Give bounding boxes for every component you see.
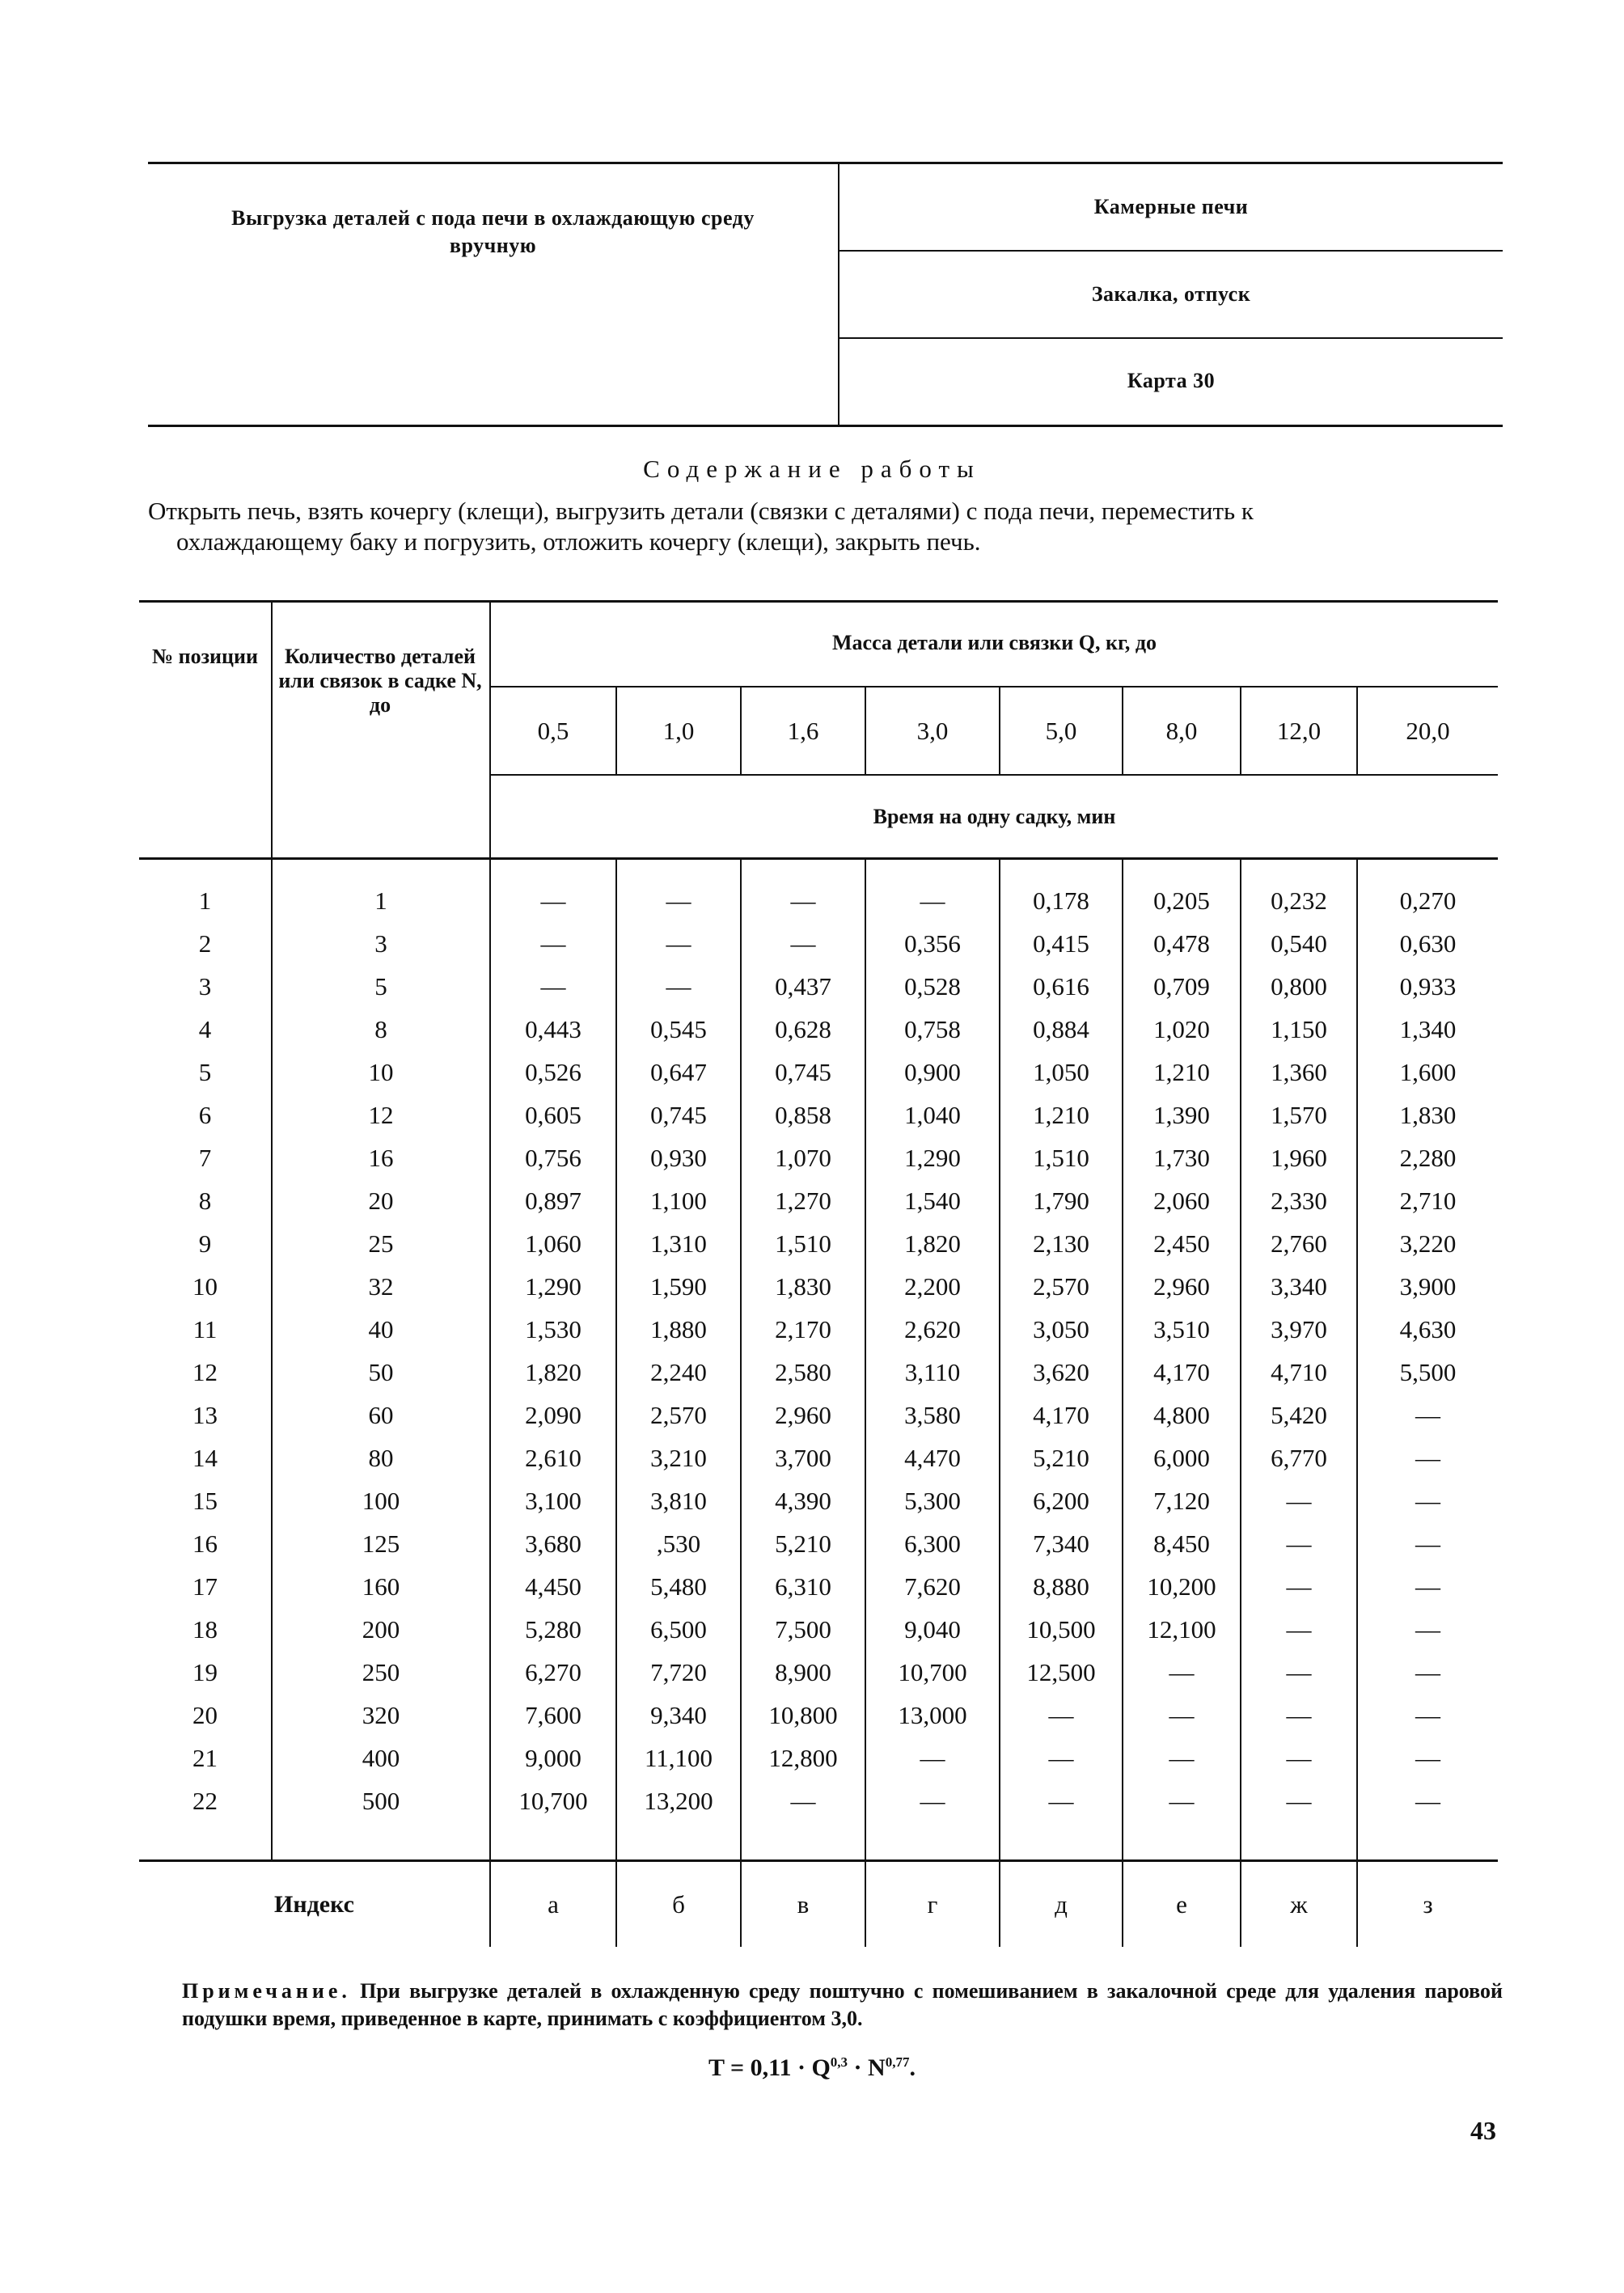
row-quantity: 80 bbox=[368, 1443, 394, 1472]
time-value: 12,500 bbox=[1026, 1657, 1096, 1686]
time-value: 3,050 bbox=[1033, 1314, 1089, 1343]
time-value: 1,340 bbox=[1399, 1014, 1457, 1043]
row-quantity: 32 bbox=[368, 1271, 394, 1301]
time-value: 8,880 bbox=[1033, 1572, 1089, 1601]
time-value: — bbox=[1415, 1657, 1440, 1686]
time-value: 7,500 bbox=[775, 1614, 831, 1644]
formula-q-exponent: 0,3 bbox=[830, 2054, 848, 2070]
time-value: 1,530 bbox=[525, 1314, 582, 1343]
time-value: — bbox=[1286, 1700, 1312, 1729]
time-value: 5,210 bbox=[1033, 1443, 1089, 1472]
time-value: 2,960 bbox=[1153, 1271, 1210, 1301]
index-value: ж bbox=[1290, 1889, 1308, 1919]
time-value: 2,090 bbox=[525, 1400, 582, 1429]
mass-value: 1,6 bbox=[787, 716, 819, 745]
time-value: 13,200 bbox=[644, 1786, 713, 1815]
time-value: 1,570 bbox=[1271, 1100, 1327, 1129]
row-quantity: 125 bbox=[362, 1529, 400, 1558]
time-value: — bbox=[1415, 1700, 1440, 1729]
col-quantity-header: Количество деталей или связок в садке N, до bbox=[278, 645, 482, 717]
time-value: 7,340 bbox=[1033, 1529, 1089, 1558]
time-value: — bbox=[1286, 1486, 1312, 1515]
time-value: 3,210 bbox=[650, 1443, 707, 1472]
time-value: 6,000 bbox=[1153, 1443, 1210, 1472]
formula bbox=[0, 2054, 1624, 2082]
row-position: 7 bbox=[198, 1143, 212, 1172]
time-header: Время на одну садку, мин bbox=[873, 804, 1116, 828]
time-value: 0,897 bbox=[525, 1186, 582, 1215]
time-value: — bbox=[1169, 1786, 1195, 1815]
time-value: 0,415 bbox=[1033, 929, 1089, 958]
time-value: 8,900 bbox=[775, 1657, 831, 1686]
time-value: 7,720 bbox=[650, 1657, 707, 1686]
row-quantity: 1 bbox=[374, 886, 387, 915]
time-value: 0,605 bbox=[525, 1100, 582, 1129]
row-quantity: 5 bbox=[374, 971, 387, 1001]
time-value: 1,790 bbox=[1033, 1186, 1089, 1215]
time-value: 1,730 bbox=[1153, 1143, 1210, 1172]
time-value: 0,745 bbox=[650, 1100, 707, 1129]
time-value: 5,480 bbox=[650, 1572, 707, 1601]
time-value: 0,232 bbox=[1271, 886, 1327, 915]
time-value: 3,900 bbox=[1399, 1271, 1457, 1301]
time-value: — bbox=[1286, 1657, 1312, 1686]
col-position-header: № позиции bbox=[152, 645, 258, 668]
time-value: 12,800 bbox=[768, 1743, 838, 1772]
time-value: 0,178 bbox=[1033, 886, 1089, 915]
row-quantity: 16 bbox=[368, 1143, 394, 1172]
time-value: 2,580 bbox=[775, 1357, 831, 1386]
mass-header: Масса детали или связки Q, кг, до bbox=[831, 631, 1157, 654]
norms-table bbox=[139, 600, 1498, 1959]
index-value: в bbox=[797, 1889, 810, 1919]
time-value: 9,040 bbox=[904, 1614, 961, 1644]
time-value: 0,900 bbox=[904, 1057, 961, 1086]
work-description bbox=[148, 496, 1503, 557]
time-value: 6,270 bbox=[525, 1657, 582, 1686]
time-value: 2,760 bbox=[1271, 1229, 1327, 1258]
time-value: 3,810 bbox=[650, 1486, 707, 1515]
row-position: 22 bbox=[192, 1786, 218, 1815]
time-value: — bbox=[1415, 1614, 1440, 1644]
time-value: 0,647 bbox=[650, 1057, 707, 1086]
time-value: — bbox=[790, 929, 816, 958]
time-value: 2,450 bbox=[1153, 1229, 1210, 1258]
time-value: 4,170 bbox=[1033, 1400, 1089, 1429]
work-description-line2: охлаждающему баку и погрузить, отложить кочергу (клещи), закрыть печь. bbox=[176, 527, 981, 556]
row-position: 18 bbox=[192, 1614, 218, 1644]
page-number: 43 bbox=[1470, 2116, 1496, 2145]
time-value: 5,300 bbox=[904, 1486, 961, 1515]
time-value: 0,540 bbox=[1271, 929, 1327, 958]
time-value: 1,360 bbox=[1271, 1057, 1327, 1086]
time-value: 3,110 bbox=[904, 1357, 961, 1386]
time-value: 5,420 bbox=[1271, 1400, 1327, 1429]
time-value: 12,100 bbox=[1147, 1614, 1216, 1644]
row-position: 5 bbox=[198, 1057, 212, 1086]
time-value: 4,450 bbox=[525, 1572, 582, 1601]
time-value: 1,060 bbox=[525, 1229, 582, 1258]
row-position: 17 bbox=[192, 1572, 218, 1601]
time-value: 5,500 bbox=[1399, 1357, 1457, 1386]
time-value: 1,960 bbox=[1271, 1143, 1327, 1172]
time-value: 8,450 bbox=[1153, 1529, 1210, 1558]
time-value: 0,930 bbox=[650, 1143, 707, 1172]
time-value: 0,630 bbox=[1399, 929, 1457, 958]
time-value: 1,150 bbox=[1271, 1014, 1327, 1043]
time-value: 5,280 bbox=[525, 1614, 582, 1644]
row-quantity: 400 bbox=[362, 1743, 400, 1772]
header-bottom-rule bbox=[139, 857, 1498, 860]
card-title-line1: Выгрузка деталей с пода печи в охлаждающую среду bbox=[231, 206, 755, 230]
row-position: 16 bbox=[192, 1529, 218, 1558]
index-value: з bbox=[1423, 1889, 1433, 1919]
time-value: 7,600 bbox=[525, 1700, 582, 1729]
row-position: 1 bbox=[198, 886, 212, 915]
row-position: 19 bbox=[192, 1657, 218, 1686]
time-value: 2,280 bbox=[1399, 1143, 1457, 1172]
work-description-line1: Открыть печь, взять кочергу (клещи), выгрузить детали (связки с деталями) с пода печи, переместить к bbox=[148, 497, 1254, 525]
mass-value: 0,5 bbox=[537, 716, 569, 745]
time-value: 0,443 bbox=[525, 1014, 582, 1043]
row-quantity: 200 bbox=[362, 1614, 400, 1644]
time-value: 4,390 bbox=[775, 1486, 831, 1515]
time-value: — bbox=[790, 886, 816, 915]
row-position: 2 bbox=[198, 929, 212, 958]
time-value: 3,220 bbox=[1399, 1229, 1457, 1258]
time-value: 3,510 bbox=[1153, 1314, 1210, 1343]
time-value: 0,800 bbox=[1271, 971, 1327, 1001]
time-value: 0,933 bbox=[1399, 971, 1457, 1001]
time-value: — bbox=[920, 1786, 945, 1815]
row-quantity: 12 bbox=[368, 1100, 394, 1129]
index-value: б bbox=[672, 1889, 685, 1919]
time-value: 0,745 bbox=[775, 1057, 831, 1086]
time-value: 1,040 bbox=[904, 1100, 961, 1129]
time-value: 2,960 bbox=[775, 1400, 831, 1429]
time-value: 6,200 bbox=[1033, 1486, 1089, 1515]
time-value: — bbox=[920, 886, 945, 915]
time-value: — bbox=[540, 929, 566, 958]
index-value: е bbox=[1176, 1889, 1187, 1919]
time-value: 1,540 bbox=[904, 1186, 961, 1215]
row-quantity: 320 bbox=[362, 1700, 400, 1729]
time-value: — bbox=[1048, 1743, 1074, 1772]
time-value: 3,340 bbox=[1271, 1271, 1327, 1301]
time-value: 10,200 bbox=[1147, 1572, 1216, 1601]
time-value: 1,820 bbox=[904, 1229, 961, 1258]
time-value: 0,270 bbox=[1399, 886, 1457, 915]
time-value: 10,700 bbox=[898, 1657, 967, 1686]
row-position: 20 bbox=[192, 1700, 218, 1729]
row-quantity: 10 bbox=[368, 1057, 394, 1086]
time-value: — bbox=[790, 1786, 816, 1815]
row-quantity: 8 bbox=[374, 1014, 387, 1043]
row-quantity: 20 bbox=[368, 1186, 394, 1215]
row-position: 9 bbox=[198, 1229, 212, 1258]
index-value: а bbox=[548, 1889, 559, 1919]
time-value: — bbox=[540, 971, 566, 1001]
row-quantity: 250 bbox=[362, 1657, 400, 1686]
mass-value: 12,0 bbox=[1276, 716, 1322, 745]
time-value: 3,970 bbox=[1271, 1314, 1327, 1343]
time-value: 0,709 bbox=[1153, 971, 1210, 1001]
row-quantity: 25 bbox=[368, 1229, 394, 1258]
time-value: 0,756 bbox=[525, 1143, 582, 1172]
time-value: — bbox=[1415, 1572, 1440, 1601]
time-value: 3,100 bbox=[525, 1486, 582, 1515]
mass-value: 3,0 bbox=[916, 716, 949, 745]
time-value: 1,600 bbox=[1399, 1057, 1457, 1086]
row-position: 21 bbox=[192, 1743, 218, 1772]
time-value: — bbox=[1286, 1614, 1312, 1644]
row-quantity: 40 bbox=[368, 1314, 394, 1343]
row-quantity: 50 bbox=[368, 1357, 394, 1386]
time-value: 0,545 bbox=[650, 1014, 707, 1043]
index-value: г bbox=[927, 1889, 938, 1919]
row-position: 10 bbox=[192, 1271, 218, 1301]
time-value: — bbox=[1286, 1529, 1312, 1558]
time-value: — bbox=[1048, 1786, 1074, 1815]
mass-value: 5,0 bbox=[1045, 716, 1077, 745]
row-position: 6 bbox=[198, 1100, 212, 1129]
time-value: 0,526 bbox=[525, 1057, 582, 1086]
mass-value: 1,0 bbox=[662, 716, 695, 745]
time-value: — bbox=[666, 971, 691, 1001]
time-value: — bbox=[1415, 1443, 1440, 1472]
time-value: 10,700 bbox=[518, 1786, 588, 1815]
row-position: 13 bbox=[192, 1400, 218, 1429]
time-value: 10,500 bbox=[1026, 1614, 1096, 1644]
time-value: 1,830 bbox=[775, 1271, 831, 1301]
time-value: 4,630 bbox=[1399, 1314, 1457, 1343]
note-text: При выгрузке деталей в охлажденную среду поштучно с помешиванием в закалочной среде для удаления паровой подушки время, приведенное в карте, принимать с коэффициентом 3,0. bbox=[182, 1979, 1503, 2030]
time-value: — bbox=[1415, 1529, 1440, 1558]
time-value: 1,070 bbox=[775, 1143, 831, 1172]
time-value: 2,130 bbox=[1033, 1229, 1089, 1258]
note bbox=[182, 1978, 1503, 2033]
index-value: д bbox=[1055, 1889, 1068, 1919]
time-value: 1,590 bbox=[650, 1271, 707, 1301]
time-value: ,530 bbox=[656, 1529, 701, 1558]
time-value: 0,356 bbox=[904, 929, 961, 958]
mass-value: 8,0 bbox=[1165, 716, 1198, 745]
time-value: 2,570 bbox=[650, 1400, 707, 1429]
time-value: 4,800 bbox=[1153, 1400, 1210, 1429]
time-value: — bbox=[1169, 1700, 1195, 1729]
row-quantity: 60 bbox=[368, 1400, 394, 1429]
time-value: 1,290 bbox=[525, 1271, 582, 1301]
time-value: 9,340 bbox=[650, 1700, 707, 1729]
mass-value: 20,0 bbox=[1406, 716, 1450, 745]
furnace-type: Камерные печи bbox=[839, 164, 1503, 252]
time-value: 2,330 bbox=[1271, 1186, 1327, 1215]
time-value: 1,270 bbox=[775, 1186, 831, 1215]
time-value: — bbox=[1169, 1743, 1195, 1772]
time-value: 1,510 bbox=[1033, 1143, 1089, 1172]
time-value: 6,310 bbox=[775, 1572, 831, 1601]
time-value: — bbox=[1048, 1700, 1074, 1729]
time-value: 2,240 bbox=[650, 1357, 707, 1386]
time-value: — bbox=[1415, 1486, 1440, 1515]
time-value: — bbox=[1286, 1572, 1312, 1601]
time-value: 1,100 bbox=[650, 1186, 707, 1215]
time-value: 2,710 bbox=[1399, 1186, 1457, 1215]
time-value: 1,210 bbox=[1153, 1057, 1210, 1086]
row-position: 14 bbox=[192, 1443, 218, 1472]
time-value: — bbox=[1415, 1400, 1440, 1429]
time-value: 2,570 bbox=[1033, 1271, 1089, 1301]
time-value: 2,060 bbox=[1153, 1186, 1210, 1215]
time-value: — bbox=[920, 1743, 945, 1772]
time-value: 1,820 bbox=[525, 1357, 582, 1386]
row-position: 8 bbox=[198, 1186, 212, 1215]
time-value: 0,616 bbox=[1033, 971, 1089, 1001]
row-position: 11 bbox=[192, 1314, 218, 1343]
row-position: 15 bbox=[192, 1486, 218, 1515]
time-value: 3,700 bbox=[775, 1443, 831, 1472]
time-value: 1,390 bbox=[1153, 1100, 1210, 1129]
time-value: 0,205 bbox=[1153, 886, 1210, 915]
time-value: 6,300 bbox=[904, 1529, 961, 1558]
time-value: 4,710 bbox=[1271, 1357, 1327, 1386]
card-title-line2: вручную bbox=[449, 234, 537, 257]
time-value: 1,050 bbox=[1033, 1057, 1089, 1086]
formula-mid: · N bbox=[848, 2054, 886, 2081]
time-value: — bbox=[1286, 1743, 1312, 1772]
time-value: 7,620 bbox=[904, 1572, 961, 1601]
time-value: 7,120 bbox=[1153, 1486, 1210, 1515]
row-position: 4 bbox=[198, 1014, 212, 1043]
time-value: 1,880 bbox=[650, 1314, 707, 1343]
time-value: 4,170 bbox=[1153, 1357, 1210, 1386]
formula-end: . bbox=[909, 2054, 916, 2081]
time-value: 1,290 bbox=[904, 1143, 961, 1172]
time-value: 10,800 bbox=[768, 1700, 838, 1729]
time-value: 0,758 bbox=[904, 1014, 961, 1043]
row-quantity: 3 bbox=[374, 929, 387, 958]
formula-lhs: T = 0,11 · Q bbox=[708, 2054, 831, 2081]
time-value: 3,620 bbox=[1033, 1357, 1089, 1386]
time-value: 1,510 bbox=[775, 1229, 831, 1258]
time-value: 6,500 bbox=[650, 1614, 707, 1644]
time-value: 2,610 bbox=[525, 1443, 582, 1472]
time-value: 2,170 bbox=[775, 1314, 831, 1343]
time-value: 0,884 bbox=[1033, 1014, 1089, 1043]
time-value: — bbox=[1286, 1786, 1312, 1815]
time-value: 1,020 bbox=[1153, 1014, 1210, 1043]
index-label: Индекс bbox=[274, 1890, 354, 1918]
time-value: 5,210 bbox=[775, 1529, 831, 1558]
note-label: Примечание. bbox=[182, 1979, 351, 2003]
time-value: 13,000 bbox=[898, 1700, 967, 1729]
card-title bbox=[148, 205, 838, 260]
card-number: Карта 30 bbox=[1127, 369, 1216, 392]
time-value: 1,310 bbox=[650, 1229, 707, 1258]
card-header bbox=[148, 162, 1503, 427]
time-value: 3,680 bbox=[525, 1529, 582, 1558]
time-value: 4,470 bbox=[904, 1443, 961, 1472]
time-value: 0,858 bbox=[775, 1100, 831, 1129]
time-value: 6,770 bbox=[1271, 1443, 1327, 1472]
time-value: 1,830 bbox=[1399, 1100, 1457, 1129]
row-position: 12 bbox=[192, 1357, 218, 1386]
time-value: — bbox=[1415, 1743, 1440, 1772]
operation: Закалка, отпуск bbox=[839, 252, 1503, 339]
time-value: 0,628 bbox=[775, 1014, 831, 1043]
formula-n-exponent: 0,77 bbox=[885, 2054, 910, 2070]
time-value: 11,100 bbox=[644, 1743, 713, 1772]
row-position: 3 bbox=[198, 971, 212, 1001]
row-quantity: 500 bbox=[362, 1786, 400, 1815]
section-title: Содержание работы bbox=[643, 455, 981, 483]
time-value: — bbox=[666, 929, 691, 958]
row-quantity: 160 bbox=[362, 1572, 400, 1601]
time-value: 2,200 bbox=[904, 1271, 961, 1301]
time-value: — bbox=[666, 886, 691, 915]
time-value: 0,528 bbox=[904, 971, 961, 1001]
time-value: — bbox=[1169, 1657, 1195, 1686]
row-quantity: 100 bbox=[362, 1486, 400, 1515]
time-value: 0,478 bbox=[1153, 929, 1210, 958]
time-value: 1,210 bbox=[1033, 1100, 1089, 1129]
time-value: 0,437 bbox=[775, 971, 831, 1001]
time-value: — bbox=[540, 886, 566, 915]
time-value: 9,000 bbox=[525, 1743, 582, 1772]
time-value: 3,580 bbox=[904, 1400, 961, 1429]
time-value: 2,620 bbox=[904, 1314, 961, 1343]
time-value: — bbox=[1415, 1786, 1440, 1815]
